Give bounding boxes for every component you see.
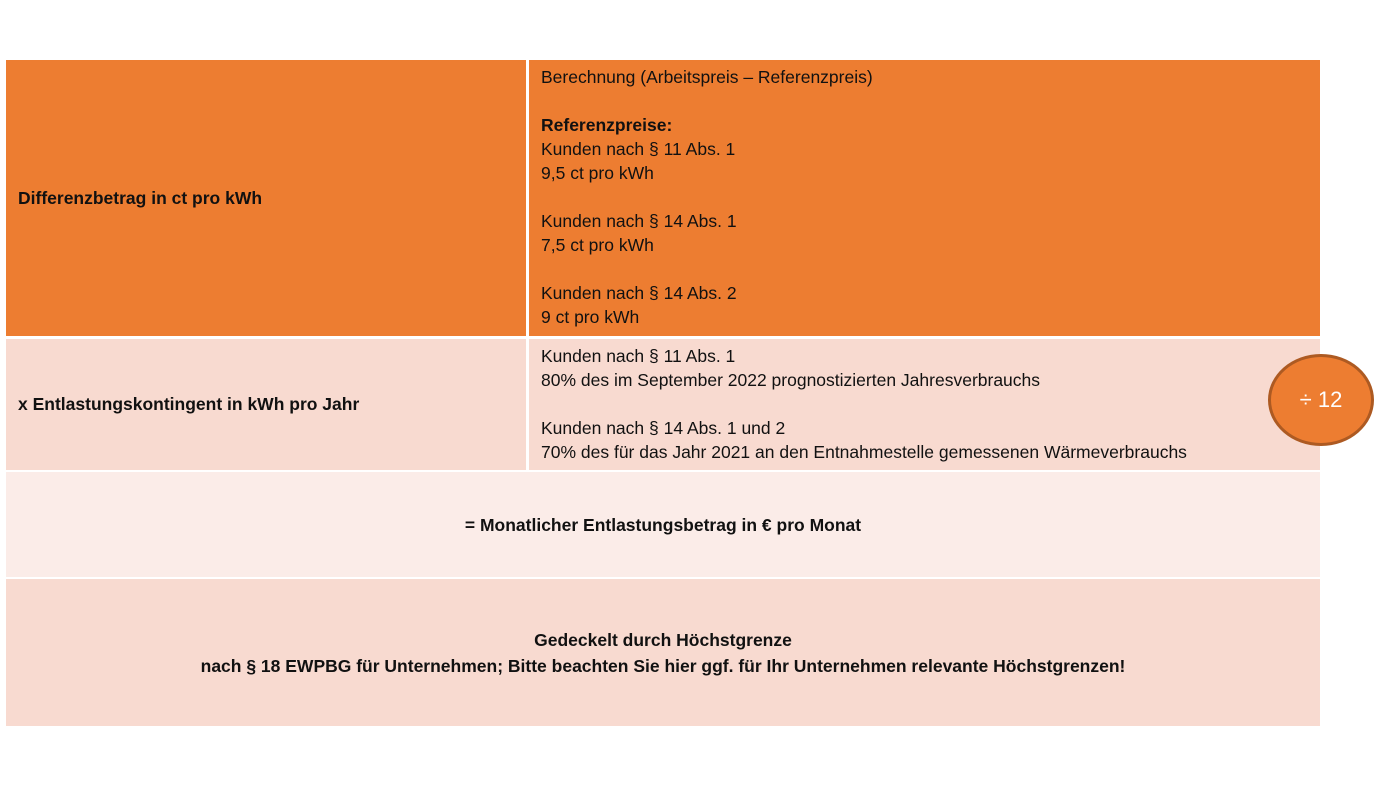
spacer <box>541 89 1308 113</box>
line: Berechnung (Arbeitspreis – Referenzpreis) <box>541 67 873 87</box>
differenzbetrag-label: Differenzbetrag in ct pro kWh <box>18 187 263 208</box>
divide-by-12-badge <box>1268 354 1374 446</box>
spacer <box>541 257 1308 281</box>
line: Kunden nach § 11 Abs. 1 <box>541 346 736 366</box>
line: Referenzpreise: <box>541 115 673 135</box>
line: 7,5 ct pro kWh <box>541 235 654 255</box>
line: 9,5 ct pro kWh <box>541 163 654 183</box>
line: Kunden nach § 14 Abs. 2 <box>541 283 737 303</box>
spacer <box>541 185 1308 209</box>
row1-details <box>529 60 1320 336</box>
cap-line-1: Gedeckelt durch Höchstgrenze <box>534 629 792 650</box>
badge-text: ÷ 12 <box>1299 387 1343 412</box>
cap-row <box>6 579 1320 726</box>
row2-details <box>529 339 1320 470</box>
entlastungskontingent-label: x Entlastungskontingent in kWh pro Jahr <box>18 394 360 414</box>
result-row <box>6 472 1320 577</box>
line: Kunden nach § 14 Abs. 1 und 2 <box>541 418 786 438</box>
row2-label <box>6 339 526 470</box>
row1-label <box>6 60 526 336</box>
line: 70% des für das Jahr 2021 an den Entnahmestelle gemessenen Wärmeverbrauchs <box>541 442 1187 462</box>
line: Kunden nach § 14 Abs. 1 <box>541 211 737 231</box>
line: Kunden nach § 11 Abs. 1 <box>541 139 736 159</box>
line: 80% des im September 2022 prognostizierten Jahresverbrauchs <box>541 370 1041 390</box>
line: 9 ct pro kWh <box>541 307 640 327</box>
spacer <box>541 392 1308 416</box>
result-text: = Monatlicher Entlastungsbetrag in € pro Monat <box>464 514 862 535</box>
cap-line-2: nach § 18 EWPBG für Unternehmen; Bitte beachten Sie hier ggf. für Ihr Unternehmen relevante Höchstgrenzen! <box>200 655 1126 676</box>
